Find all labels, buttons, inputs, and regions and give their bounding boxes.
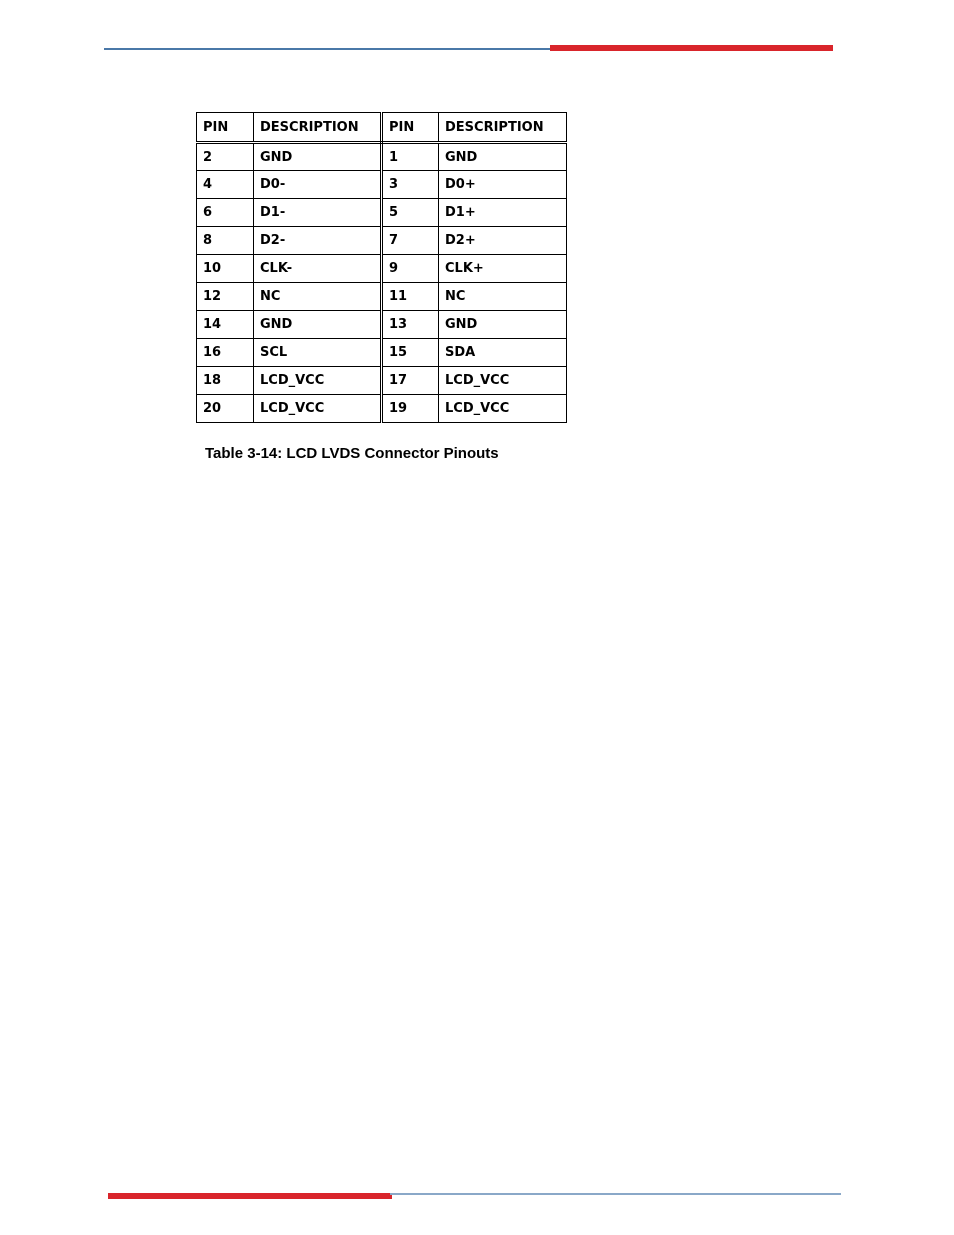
cell-pin: 11	[382, 283, 439, 311]
cell-description: GND	[439, 311, 567, 339]
cell-pin: 17	[382, 367, 439, 395]
table-header-row	[197, 113, 567, 143]
cell-description: D0-	[254, 171, 382, 199]
cell-description: LCD_VCC	[439, 395, 567, 423]
table-row	[197, 283, 567, 311]
cell-description: D2-	[254, 227, 382, 255]
cell-pin: 12	[197, 283, 254, 311]
table-row	[197, 367, 567, 395]
cell-pin: 5	[382, 199, 439, 227]
cell-description: LCD_VCC	[254, 367, 382, 395]
cell-pin: 20	[197, 395, 254, 423]
cell-description: SCL	[254, 339, 382, 367]
footer-rule-red	[108, 1193, 392, 1199]
cell-pin: 18	[197, 367, 254, 395]
table-caption: Table 3-14: LCD LVDS Connector Pinouts	[205, 445, 499, 462]
cell-pin: 7	[382, 227, 439, 255]
cell-pin: 6	[197, 199, 254, 227]
table-row	[197, 395, 567, 423]
table-row	[197, 143, 567, 171]
cell-pin: 13	[382, 311, 439, 339]
cell-description: NC	[254, 283, 382, 311]
header-description: DESCRIPTION	[439, 113, 567, 143]
header-pin: PIN	[382, 113, 439, 143]
cell-description: CLK+	[439, 255, 567, 283]
cell-description: D2+	[439, 227, 567, 255]
lvds-pinout-table	[196, 112, 567, 423]
header-rule-blue	[104, 48, 552, 50]
table-row	[197, 199, 567, 227]
cell-pin: 4	[197, 171, 254, 199]
table-row	[197, 311, 567, 339]
cell-description: NC	[439, 283, 567, 311]
table-row	[197, 227, 567, 255]
cell-description: GND	[254, 311, 382, 339]
table-row	[197, 171, 567, 199]
cell-description: D1+	[439, 199, 567, 227]
cell-pin: 16	[197, 339, 254, 367]
cell-pin: 8	[197, 227, 254, 255]
cell-description: SDA	[439, 339, 567, 367]
table-row	[197, 255, 567, 283]
footer-rule-blue	[390, 1193, 841, 1195]
header-description: DESCRIPTION	[254, 113, 382, 143]
cell-pin: 1	[382, 143, 439, 171]
cell-pin: 3	[382, 171, 439, 199]
cell-description: D1-	[254, 199, 382, 227]
cell-description: GND	[439, 143, 567, 171]
cell-pin: 14	[197, 311, 254, 339]
cell-description: D0+	[439, 171, 567, 199]
cell-pin: 15	[382, 339, 439, 367]
cell-description: GND	[254, 143, 382, 171]
cell-pin: 9	[382, 255, 439, 283]
header-pin: PIN	[197, 113, 254, 143]
cell-pin: 2	[197, 143, 254, 171]
table-row	[197, 339, 567, 367]
header-rule-red	[550, 45, 833, 51]
cell-description: CLK-	[254, 255, 382, 283]
cell-description: LCD_VCC	[439, 367, 567, 395]
cell-pin: 10	[197, 255, 254, 283]
cell-pin: 19	[382, 395, 439, 423]
cell-description: LCD_VCC	[254, 395, 382, 423]
